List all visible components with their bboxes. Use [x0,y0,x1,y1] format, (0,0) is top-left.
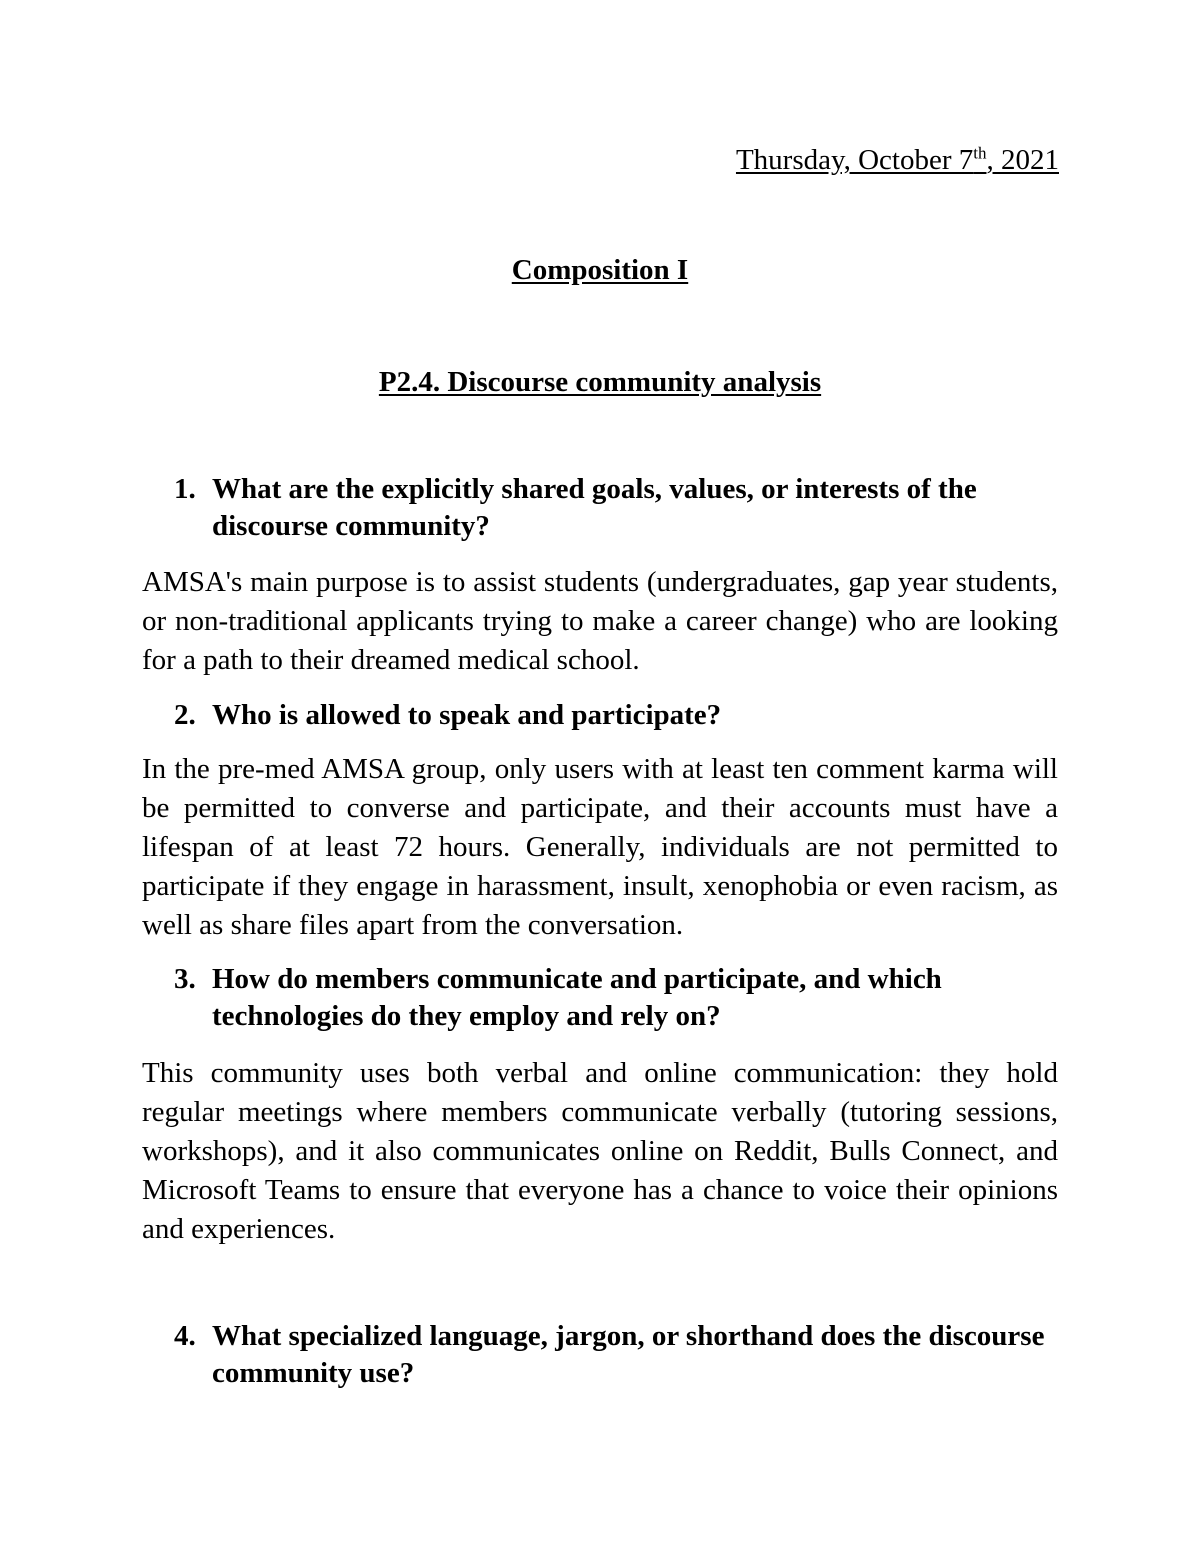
question-text: What are the explicitly shared goals, values, or interests of the discourse community? [212,473,977,542]
question-number: 1. [174,473,196,505]
question-1 [174,471,1060,545]
answer-2: In the pre-med AMSA group, only users with at least ten comment karma will be permitted to converse and participate, and their accounts must have a lifespan of at least 72 hours. Generally, individuals are not permitted to participate if they engage in harassment, insult, xenophobia or even racism, as well as share files apart from the conversation. [142,753,1058,941]
question-number: 3. [174,963,196,995]
answer-3: This community uses both verbal and online communication: they hold regular meetings where members communicate verbally (tutoring sessions, workshops), and it also communicates online on Reddit, Bulls Connect, and Microsoft Teams to ensure that everyone has a chance to voice their opinions and experiences. [142,1057,1058,1245]
question-2 [174,697,1060,734]
date-prefix: Thursday, October 7 [735,144,974,176]
question-text: How do members communicate and participate, and which technologies do they employ and rely on? [212,963,942,1032]
course-title: Composition I [511,254,689,286]
question-4 [174,1318,1060,1392]
date-year: , 2021 [986,144,1059,176]
assignment-title: P2.4. Discourse community analysis [378,366,822,398]
answer-1: AMSA's main purpose is to assist students (undergraduates, gap year students, or non-traditional applicants trying to make a career change) who are looking for a path to their dreamed medical school. [142,566,1058,676]
question-text: What specialized language, jargon, or shorthand does the discourse community use? [212,1320,1045,1389]
question-text: Who is allowed to speak and participate? [212,699,722,731]
question-3 [174,961,1060,1035]
document-date [736,142,1059,178]
date-ordinal-suffix: th [973,143,987,163]
question-number: 4. [174,1320,196,1352]
question-number: 2. [174,699,196,731]
